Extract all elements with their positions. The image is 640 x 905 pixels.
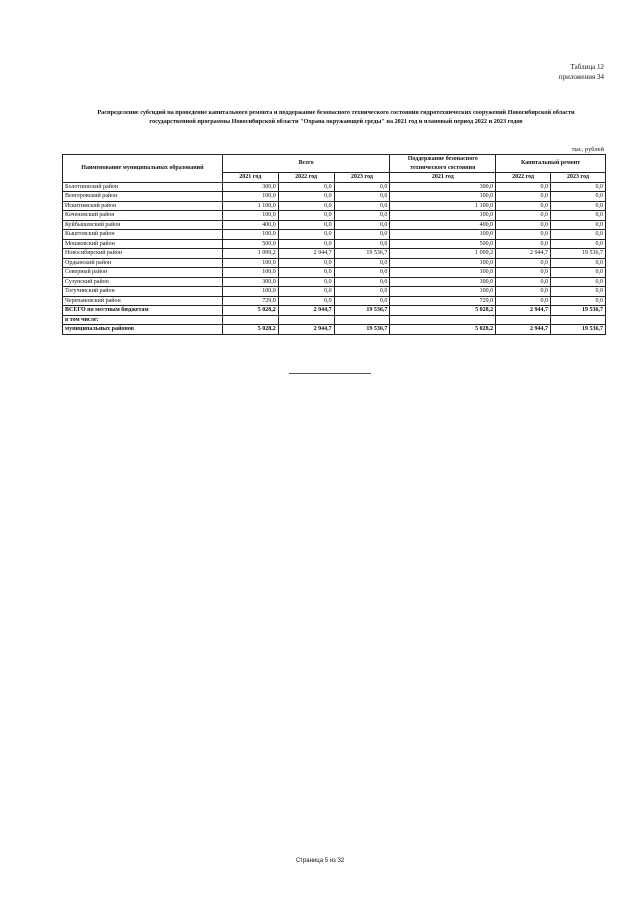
cell-name: Северный район xyxy=(63,268,223,278)
cell-value: 0,0 xyxy=(334,211,390,221)
cell-value: 300,0 xyxy=(390,182,496,192)
cell-value: 300,0 xyxy=(222,182,278,192)
cell-value: 100,0 xyxy=(390,258,496,268)
cell-value: 500,0 xyxy=(390,239,496,249)
cell-value: 100,0 xyxy=(222,268,278,278)
title-line-1: Распределение субсидий на проведение капитального ремонта и поддержание безопасного технического состояния гидротехнических сооружений Новосибирской области xyxy=(97,109,575,116)
cell-value: 0,0 xyxy=(551,192,606,202)
cell-value: 100,0 xyxy=(390,192,496,202)
cell-value: 0,0 xyxy=(278,220,334,230)
table-row xyxy=(63,182,606,192)
table-row xyxy=(63,201,606,211)
table-row xyxy=(63,296,606,306)
header-capital: Капитальный ремонт xyxy=(496,155,606,173)
cell-name: Мошковский район xyxy=(63,239,223,249)
cell-value: 2 944,7 xyxy=(496,249,551,259)
cell-value: 5 028,2 xyxy=(390,306,496,316)
cell-name: Ордынский район xyxy=(63,258,223,268)
municipal-row xyxy=(63,325,606,335)
cell-value: 0,0 xyxy=(278,182,334,192)
table-row xyxy=(63,249,606,259)
cell-value: 0,0 xyxy=(551,182,606,192)
cell-value: 5 028,2 xyxy=(390,325,496,335)
table-number: Таблица 12 xyxy=(570,63,604,71)
cell-value: 0,0 xyxy=(551,287,606,297)
cell-value: 100,0 xyxy=(390,230,496,240)
header-maintenance: Поддержание безопасного технического состояния xyxy=(390,155,496,173)
header-year: 2023 год xyxy=(334,173,390,183)
cell-value: 0,0 xyxy=(278,268,334,278)
table-row xyxy=(63,220,606,230)
cell-value: 0,0 xyxy=(334,268,390,278)
cell-value: 0,0 xyxy=(496,192,551,202)
cell-name: в том числе: xyxy=(63,315,223,325)
cell-name: ВСЕГО по местным бюджетам xyxy=(63,306,223,316)
cell-value: 0,0 xyxy=(278,258,334,268)
cell-value: 2 944,7 xyxy=(496,306,551,316)
cell-value: 0,0 xyxy=(551,258,606,268)
cell-name: Тогучинский район xyxy=(63,287,223,297)
table-row xyxy=(63,277,606,287)
cell-value: 0,0 xyxy=(278,287,334,297)
cell-value: 0,0 xyxy=(551,239,606,249)
cell-value: 0,0 xyxy=(278,201,334,211)
cell-value: 0,0 xyxy=(278,277,334,287)
cell-value: 1 099,2 xyxy=(222,249,278,259)
table-row xyxy=(63,258,606,268)
cell-value: 0,0 xyxy=(551,268,606,278)
cell-value: 19 536,7 xyxy=(334,249,390,259)
document-title xyxy=(60,108,612,126)
cell-value: 0,0 xyxy=(496,220,551,230)
table-row xyxy=(63,287,606,297)
cell-value: 19 536,7 xyxy=(551,249,606,259)
cell-value: 0,0 xyxy=(278,230,334,240)
cell-value: 19 536,7 xyxy=(551,306,606,316)
cell-value: 2 944,7 xyxy=(496,325,551,335)
units-label: тыс. рублей xyxy=(571,146,604,153)
cell-value: 1 100,0 xyxy=(390,201,496,211)
cell-value: 19 536,7 xyxy=(334,306,390,316)
cell-value: 5 028,2 xyxy=(222,306,278,316)
cell-value: 0,0 xyxy=(334,182,390,192)
cell-value: 2 944,7 xyxy=(278,325,334,335)
cell-value: 100,0 xyxy=(222,258,278,268)
table-row xyxy=(63,211,606,221)
cell-value: 300,0 xyxy=(222,277,278,287)
cell-value: 100,0 xyxy=(222,192,278,202)
cell-value: 0,0 xyxy=(551,230,606,240)
cell-value: 100,0 xyxy=(222,287,278,297)
cell-name: Сузунский район xyxy=(63,277,223,287)
cell-name: Венгеровский район xyxy=(63,192,223,202)
cell-value: 100,0 xyxy=(390,211,496,221)
header-total: Всего xyxy=(222,155,390,173)
cell-value: 0,0 xyxy=(496,239,551,249)
cell-value: 0,0 xyxy=(496,201,551,211)
cell-value: 0,0 xyxy=(334,192,390,202)
cell-value: 1 099,2 xyxy=(390,249,496,259)
header-year: 2022 год xyxy=(496,173,551,183)
cell-value: 0,0 xyxy=(334,220,390,230)
total-row xyxy=(63,306,606,316)
cell-name: Болотнинский район xyxy=(63,182,223,192)
table-row xyxy=(63,230,606,240)
cell-value: 100,0 xyxy=(390,287,496,297)
header-year: 2022 год xyxy=(278,173,334,183)
cell-value: 0,0 xyxy=(496,277,551,287)
cell-value: 0,0 xyxy=(496,182,551,192)
header-year: 2021 год xyxy=(390,173,496,183)
cell-value: 0,0 xyxy=(334,201,390,211)
cell-value: 500,0 xyxy=(222,239,278,249)
cell-value: 0,0 xyxy=(496,230,551,240)
cell-value: 19 536,7 xyxy=(334,325,390,335)
cell-name: Черепановский район xyxy=(63,296,223,306)
cell-value: 0,0 xyxy=(551,296,606,306)
cell-value: 0,0 xyxy=(334,277,390,287)
cell-value: 100,0 xyxy=(390,268,496,278)
appendix-number: приложения 34 xyxy=(558,73,604,81)
cell-name: муниципальных районов xyxy=(63,325,223,335)
table-row xyxy=(63,239,606,249)
cell-value: 0,0 xyxy=(496,268,551,278)
cell-value: 19 536,7 xyxy=(551,325,606,335)
cell-value: 100,0 xyxy=(222,211,278,221)
cell-value: 5 028,2 xyxy=(222,325,278,335)
cell-value: 729,0 xyxy=(222,296,278,306)
header-year: 2021 год xyxy=(222,173,278,183)
table-row xyxy=(63,268,606,278)
cell-value: 0,0 xyxy=(334,258,390,268)
table-row xyxy=(63,192,606,202)
cell-value: 0,0 xyxy=(496,211,551,221)
cell-value: 0,0 xyxy=(551,211,606,221)
cell-value: 0,0 xyxy=(496,296,551,306)
separator-rule xyxy=(289,373,371,374)
cell-value: 0,0 xyxy=(278,192,334,202)
cell-value: 400,0 xyxy=(390,220,496,230)
cell-value: 0,0 xyxy=(496,287,551,297)
including-row xyxy=(63,315,606,325)
cell-value: 2 944,7 xyxy=(278,306,334,316)
cell-value: 729,0 xyxy=(390,296,496,306)
cell-value: 100,0 xyxy=(222,230,278,240)
page-number: Страница 5 из 32 xyxy=(295,858,345,864)
cell-value: 0,0 xyxy=(334,296,390,306)
cell-name: Новосибирский район xyxy=(63,249,223,259)
header-name: Наименование муниципальных образований xyxy=(63,155,223,183)
cell-value: 0,0 xyxy=(278,211,334,221)
cell-name: Искитимский район xyxy=(63,201,223,211)
cell-value: 0,0 xyxy=(334,287,390,297)
cell-name: Кыштовский район xyxy=(63,230,223,240)
cell-value: 0,0 xyxy=(551,220,606,230)
table-reference xyxy=(559,62,604,82)
cell-value: 300,0 xyxy=(390,277,496,287)
cell-value: 0,0 xyxy=(496,258,551,268)
title-line-2: государственной программы Новосибирской области "Охрана окружающей среды" на 2021 год и плановый период 2022 и 2023 годов xyxy=(149,118,523,125)
cell-value: 0,0 xyxy=(278,296,334,306)
cell-value: 1 100,0 xyxy=(222,201,278,211)
cell-value: 0,0 xyxy=(334,230,390,240)
cell-value: 400,0 xyxy=(222,220,278,230)
cell-value: 0,0 xyxy=(551,277,606,287)
cell-value: 2 944,7 xyxy=(278,249,334,259)
header-year: 2023 год xyxy=(551,173,606,183)
cell-value: 0,0 xyxy=(334,239,390,249)
cell-value: 0,0 xyxy=(278,239,334,249)
cell-value: 0,0 xyxy=(551,201,606,211)
subsidy-table xyxy=(62,154,606,335)
cell-name: Коченевский район xyxy=(63,211,223,221)
cell-name: Куйбышевский район xyxy=(63,220,223,230)
